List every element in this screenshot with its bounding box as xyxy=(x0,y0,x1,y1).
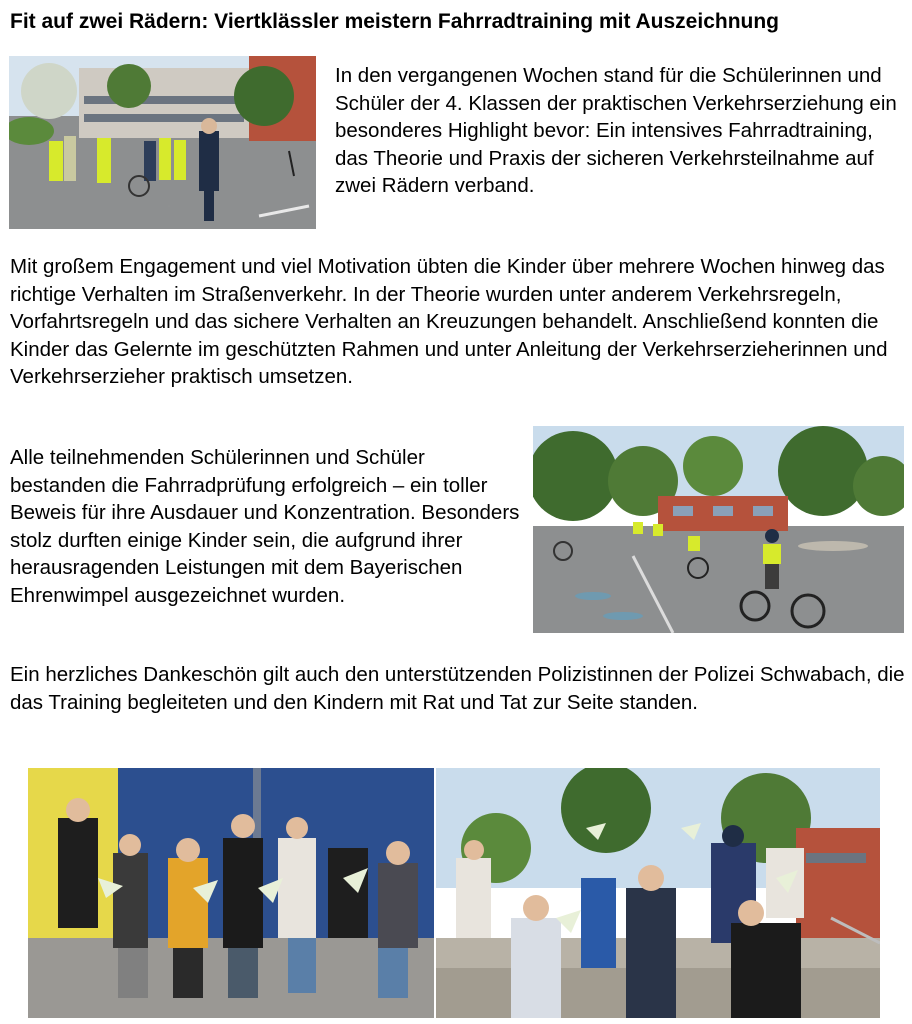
photo-children-with-pennants-outdoors xyxy=(436,768,880,1018)
photo-training-group-with-police xyxy=(9,56,316,229)
intro-paragraph: In den vergangenen Wochen stand für die Schülerinnen und Schüler der 4. Klassen der praktischen Verkehrserziehung ein besonderes Highlight bevor: Ein intensives Fahrradtraining, das Theorie und Praxis der sicheren Verkehrsteilnahme auf zwei Rädern verband. xyxy=(335,64,897,197)
article-title: Fit auf zwei Rädern: Viertklässler meistern Fahrradtraining mit Auszeichnung xyxy=(10,10,780,33)
photo-children-cycling xyxy=(533,426,904,633)
exam-paragraph: Alle teilnehmenden Schülerinnen und Schüler bestanden die Fahrradprüfung erfolgreich – ein toller Beweis für ihre Ausdauer und Konzentration. Besonders stolz durften einige Kinder sein, die aufgrund ihrer herausragenden Leistungen mit dem Bayerischen Ehrenwimpel ausgezeichnet wurden. xyxy=(10,446,520,607)
photo-children-with-pennants-indoors xyxy=(28,768,434,1018)
training-paragraph: Mit großem Engagement und viel Motivation übten die Kinder über mehrere Wochen hinweg das richtige Verhalten im Straßenverkehr. In der Theorie wurden unter anderem Verkehrsregeln, Vorfahrtsregeln und das sichere Verhalten an Kreuzungen behandelt. Anschließend konnten die Kinder das Gelernte im geschützten Rahmen und unter Anleitung der Verkehrserzieherinnen und Verkehrserzieher praktisch umsetzen. xyxy=(10,255,888,388)
thanks-paragraph: Ein herzliches Dankeschön gilt auch den unterstützenden Polizistinnen der Polizei Schwabach, die das Training begleiteten und den Kindern mit Rat und Tat zur Seite standen. xyxy=(10,663,905,714)
